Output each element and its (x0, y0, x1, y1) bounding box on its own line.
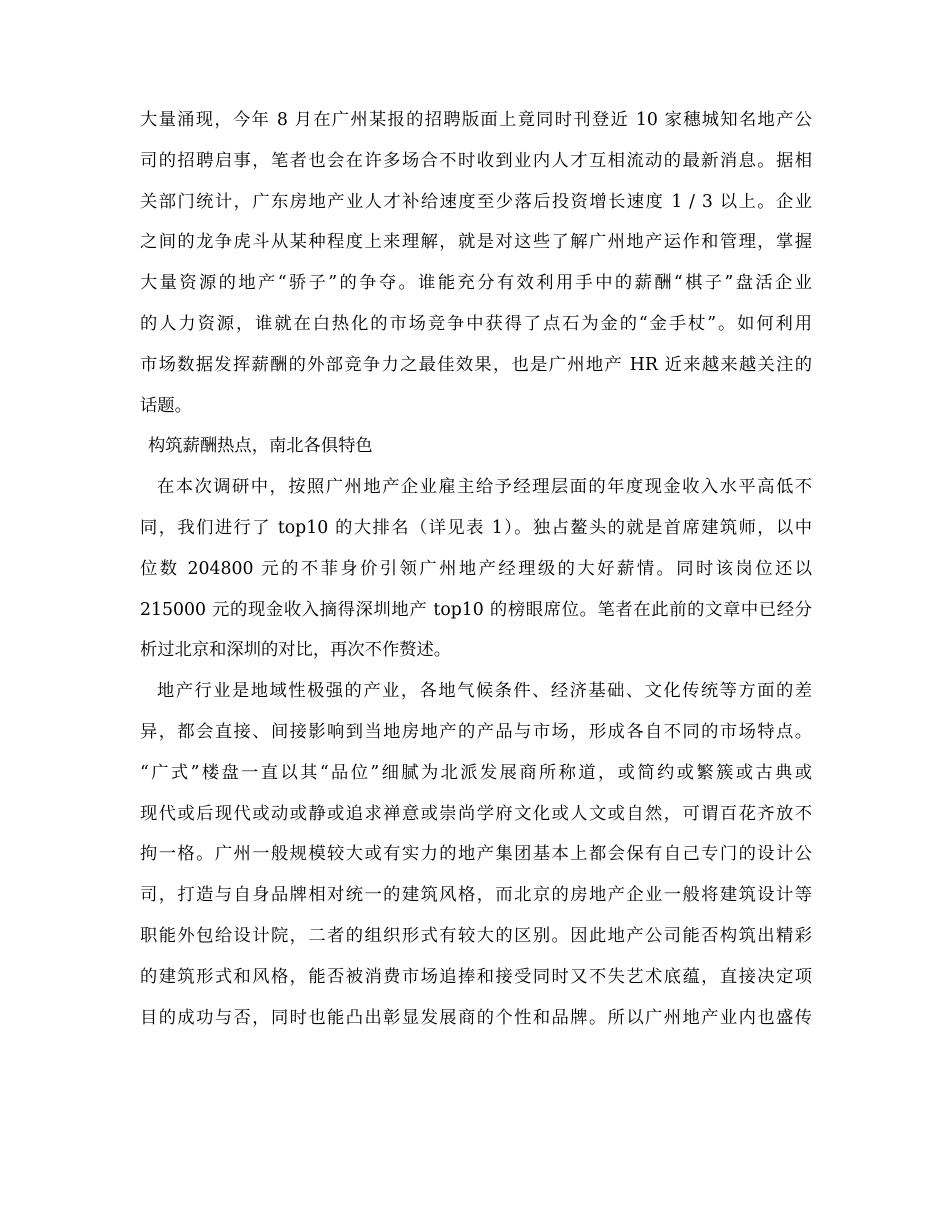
paragraph-line: 215000 元的现金收入摘得深圳地产 top10 的榜眼席位。笔者在此前的文章中已经分 (140, 599, 812, 620)
paragraph-line: 目的成功与否，同时也能凸出彰显发展商的个性和品牌。所以广州地产业内也盛传 (140, 1007, 812, 1028)
paragraph-line: 司的招聘启事，笔者也会在许多场合不时收到业内人才互相流动的最新消息。据相 (140, 150, 812, 171)
paragraph-line: 大量涌现，今年 8 月在广州某报的招聘版面上竟同时刊登近 10 家穗城知名地产公 (140, 110, 812, 130)
paragraph-line: 的建筑形式和风格，能否被消费市场追捧和接受同时又不失艺术底蕴，直接决定项 (140, 966, 812, 987)
paragraph-line: 现代或后现代或动或静或追求禅意或崇尚学府文化或人文或自然，可谓百花齐放不 (140, 803, 812, 824)
paragraph-line: 关部门统计，广东房地产业人才补给速度至少落后投资增长速度 1 / 3 以上。企业 (140, 191, 812, 212)
paragraph-line: 的人力资源，谁就在白热化的市场竞争中获得了点石为金的“金手杖”。如何利用 (140, 313, 812, 334)
paragraph-line: 司，打造与自身品牌相对统一的建筑风格，而北京的房地产企业一般将建筑设计等 (140, 885, 812, 906)
paragraph-line: 同，我们进行了 top10 的大排名（详见表 1）。独占鳌头的就是首席建筑师，以中 (140, 517, 812, 538)
paragraph-line: 话题。 (140, 395, 192, 416)
paragraph-line: 在本次调研中，按照广州地产企业雇主给予经理层面的年度现金收入水平高低不 (157, 477, 812, 498)
paragraph-line: “广式”楼盘一直以其“品位”细腻为北派发展商所称道，或简约或繁簇或古典或 (140, 762, 812, 783)
document-body (140, 100, 812, 1038)
paragraph-line: 地产行业是地域性极强的产业，各地气候条件、经济基础、文化传统等方面的差 (157, 681, 812, 702)
paragraph-2 (140, 467, 812, 671)
section-heading: 构筑薪酬热点，南北各俱特色 (148, 436, 373, 457)
paragraph-3 (140, 671, 812, 1038)
paragraph-line: 之间的龙争虎斗从某种程度上来理解，就是对这些了解广州地产运作和管理，掌握 (140, 232, 812, 253)
paragraph-line: 异，都会直接、间接影响到当地房地产的产品与市场，形成各自不同的市场特点。 (140, 721, 812, 742)
paragraph-line: 市场数据发挥薪酬的外部竞争力之最佳效果，也是广州地产 HR 近来越来越关注的 (140, 354, 812, 375)
paragraph-line: 析过北京和深圳的对比，再次不作赘述。 (140, 640, 452, 661)
paragraph-line: 拘一格。广州一般规模较大或有实力的地产集团基本上都会保有自己专门的设计公 (140, 844, 812, 865)
paragraph-line: 位数 204800 元的不菲身价引领广州地产经理级的大好薪情。同时该岗位还以 (140, 558, 812, 579)
paragraph-1 (140, 100, 812, 426)
paragraph-line: 职能外包给设计院，二者的组织形式有较大的区别。因此地产公司能否构筑出精彩 (140, 925, 812, 946)
paragraph-line: 大量资源的地产“骄子”的争夺。谁能充分有效利用手中的薪酬“棋子”盘活企业 (140, 273, 812, 294)
